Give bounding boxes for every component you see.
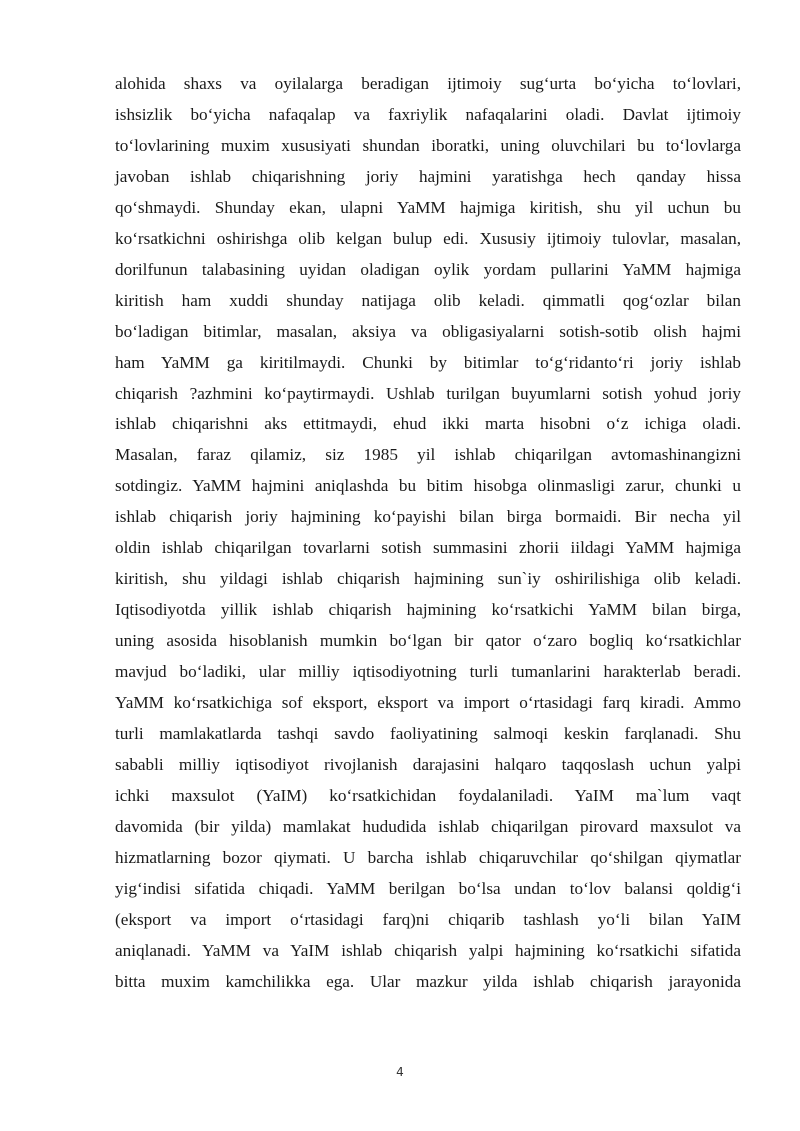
text-line: Masalan, faraz qilamiz, siz 1985 yil ishlab chiqarilgan avtomashinangizni (115, 445, 741, 465)
text-line: bitta muxim kamchilikka ega. Ular mazkur yilda ishlab chiqarish jarayonida (115, 971, 741, 991)
text-line: ishlab chiqarishni aks ettitmaydi, ehud ikki marta hisobni o‘z ichiga oladi. (115, 414, 741, 434)
text-line: javoban ishlab chiqarishning joriy hajmini yaratishga hech qanday hissa (115, 166, 741, 186)
text-line: yig‘indisi sifatida chiqadi. YaMM berilgan bo‘lsa undan to‘lov balansi qoldig‘i (115, 878, 741, 898)
text-line: oldin ishlab chiqarilgan tovarlarni sotish summasini zhorii iildagi YaMM hajmiga (115, 538, 741, 558)
text-line: sababli milliy iqtisodiyot rivojlanish darajasini halqaro taqqoslash uchun yalpi (115, 754, 741, 774)
text-line: davomida (bir yilda) mamlakat hududida ishlab chiqarilgan pirovard maxsulot va (115, 816, 741, 836)
text-line: mavjud bo‘ladiki, ular milliy iqtisodiyotning turli tumanlarini harakterlab beradi. (115, 662, 741, 682)
text-line: kiritish ham xuddi shunday natijaga olib keladi. qimmatli qog‘ozlar bilan (115, 290, 741, 310)
text-line: to‘lovlarining muxim xususiyati shundan iboratki, uning oluvchilari bu to‘lovlarga (115, 135, 741, 155)
text-line: chiqarish ?azhmini ko‘paytirmaydi. Ushlab turilgan buyumlarni sotish yohud joriy (115, 383, 741, 403)
text-line: aniqlanadi. YaMM va YaIM ishlab chiqarish yalpi hajmining ko‘rsatkichi sifatida (115, 940, 741, 960)
text-line: kiritish, shu yildagi ishlab chiqarish hajmining sun`iy oshirilishiga olib keladi. (115, 569, 741, 589)
text-line: ishlab chiqarish joriy hajmining ko‘payishi bilan birga bormaidi. Bir necha yil (115, 507, 741, 527)
text-line: ham YaMM ga kiritilmaydi. Chunki by bitimlar to‘g‘ridanto‘ri joriy ishlab (115, 352, 741, 372)
text-line: Iqtisodiyotda yillik ishlab chiqarish hajmining ko‘rsatkichi YaMM bilan birga, (115, 600, 741, 620)
text-line: ko‘rsatkichni oshirishga olib kelgan bulup edi. Xususiy ijtimoiy tulovlar, masalan, (115, 228, 741, 248)
text-line: uning asosida hisoblanish mumkin bo‘lgan bir qator o‘zaro bogliq ko‘rsatkichlar (115, 631, 741, 651)
text-line: dorilfunun talabasining uyidan oladigan oylik yordam pullarini YaMM hajmiga (115, 259, 741, 279)
body-paragraph (115, 69, 741, 998)
text-line: ishsizlik bo‘yicha nafaqalap va faxriylik nafaqalarini oladi. Davlat ijtimoiy (115, 104, 741, 124)
page-number: 4 (396, 1065, 404, 1079)
text-line: (eksport va import o‘rtasidagi farq)ni chiqarib tashlash yo‘li bilan YaIM (115, 909, 741, 929)
text-line: hizmatlarning bozor qiymati. U barcha ishlab chiqaruvchilar qo‘shilgan qiymatlar (115, 847, 741, 867)
text-line: YaMM ko‘rsatkichiga sof eksport, eksport va import o‘rtasidagi farq kiradi. Ammo (115, 693, 741, 713)
text-line: alohida shaxs va oyilalarga beradigan ijtimoiy sug‘urta bo‘yicha to‘lovlari, (115, 74, 741, 93)
text-line: qo‘shmaydi. Shunday ekan, ulapni YaMM hajmiga kiritish, shu yil uchun bu (115, 197, 741, 217)
text-line: sotdingiz. YaMM hajmini aniqlashda bu bitim hisobga olinmasligi zarur, chunki u (115, 476, 741, 496)
text-line: ichki maxsulot (YaIM) ko‘rsatkichidan foydalaniladi. YaIM ma`lum vaqt (115, 785, 741, 805)
text-line: bo‘ladigan bitimlar, masalan, aksiya va obligasiyalarni sotish-sotib olish hajmi (115, 321, 741, 341)
text-line: turli mamlakatlarda tashqi savdo faoliyatining salmoqi keskin farqlanadi. Shu (115, 724, 741, 744)
